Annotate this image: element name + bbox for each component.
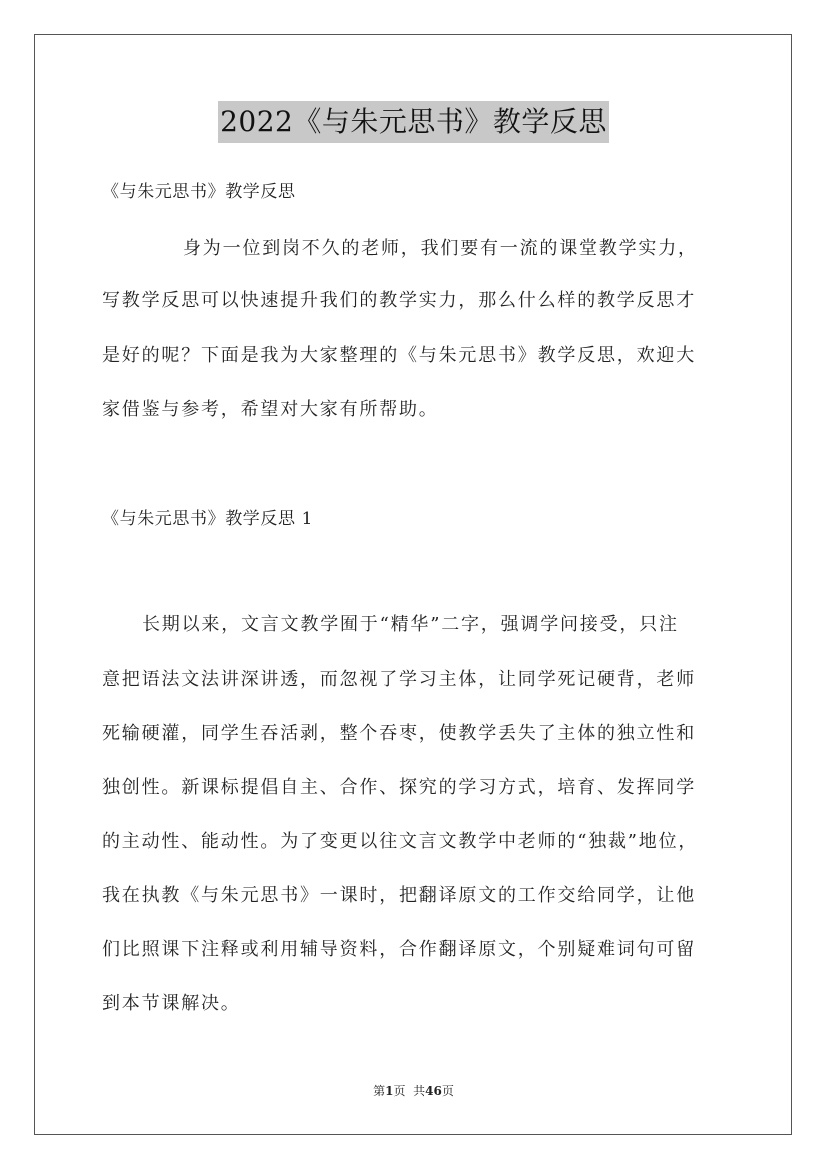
page-footer <box>0 1083 827 1099</box>
section1-line-5: 的主动性、能动性。为了变更以往文言文教学中老师的“独裁”地位， <box>102 831 699 852</box>
section1-line-2: 意把语法文法讲深讲透，而忽视了学习主体，让同学死记硬背，老师 <box>102 669 696 690</box>
intro-line-2: 写教学反思可以快速提升我们的教学实力，那么什么样的教学反思才 <box>102 290 696 311</box>
section1-line-7: 们比照课下注释或利用辅导资料，合作翻译原文，个别疑难词句可留 <box>102 939 696 960</box>
footer-page-prefix: 第 <box>373 1084 386 1098</box>
document-subtitle: 《与朱元思书》教学反思 <box>102 182 296 202</box>
section1-line-3: 死输硬灌，同学生吞活剥，整个吞枣，使教学丢失了主体的独立性和 <box>102 723 696 744</box>
intro-line-1: 身为一位到岗不久的老师，我们要有一流的课堂教学实力， <box>183 238 698 259</box>
intro-line-4: 家借鉴与参考，希望对大家有所帮助。 <box>102 399 439 420</box>
section1-line-4: 独创性。新课标提倡自主、合作、探究的学习方式，培育、发挥同学 <box>102 777 696 798</box>
footer-page-mid: 页 共 <box>393 1084 426 1098</box>
section1-line-1: 长期以来，文言文教学囿于“精华”二字，强调学问接受，只注 <box>142 614 679 635</box>
section1-line-6: 我在执教《与朱元思书》一课时，把翻译原文的工作交给同学，让他 <box>102 885 696 906</box>
footer-total-pages: 46 <box>425 1084 442 1098</box>
intro-line-3: 是好的呢？下面是我为大家整理的《与朱元思书》教学反思，欢迎大 <box>102 345 696 366</box>
title-wrap <box>0 101 827 143</box>
section1-line-8: 到本节课解决。 <box>102 993 241 1014</box>
footer-page-suffix: 页 <box>441 1084 454 1098</box>
section1-heading: 《与朱元思书》教学反思 1 <box>102 509 314 529</box>
footer-current-page: 1 <box>385 1084 394 1098</box>
document-title: 2022《与朱元思书》教学反思 <box>218 101 609 143</box>
